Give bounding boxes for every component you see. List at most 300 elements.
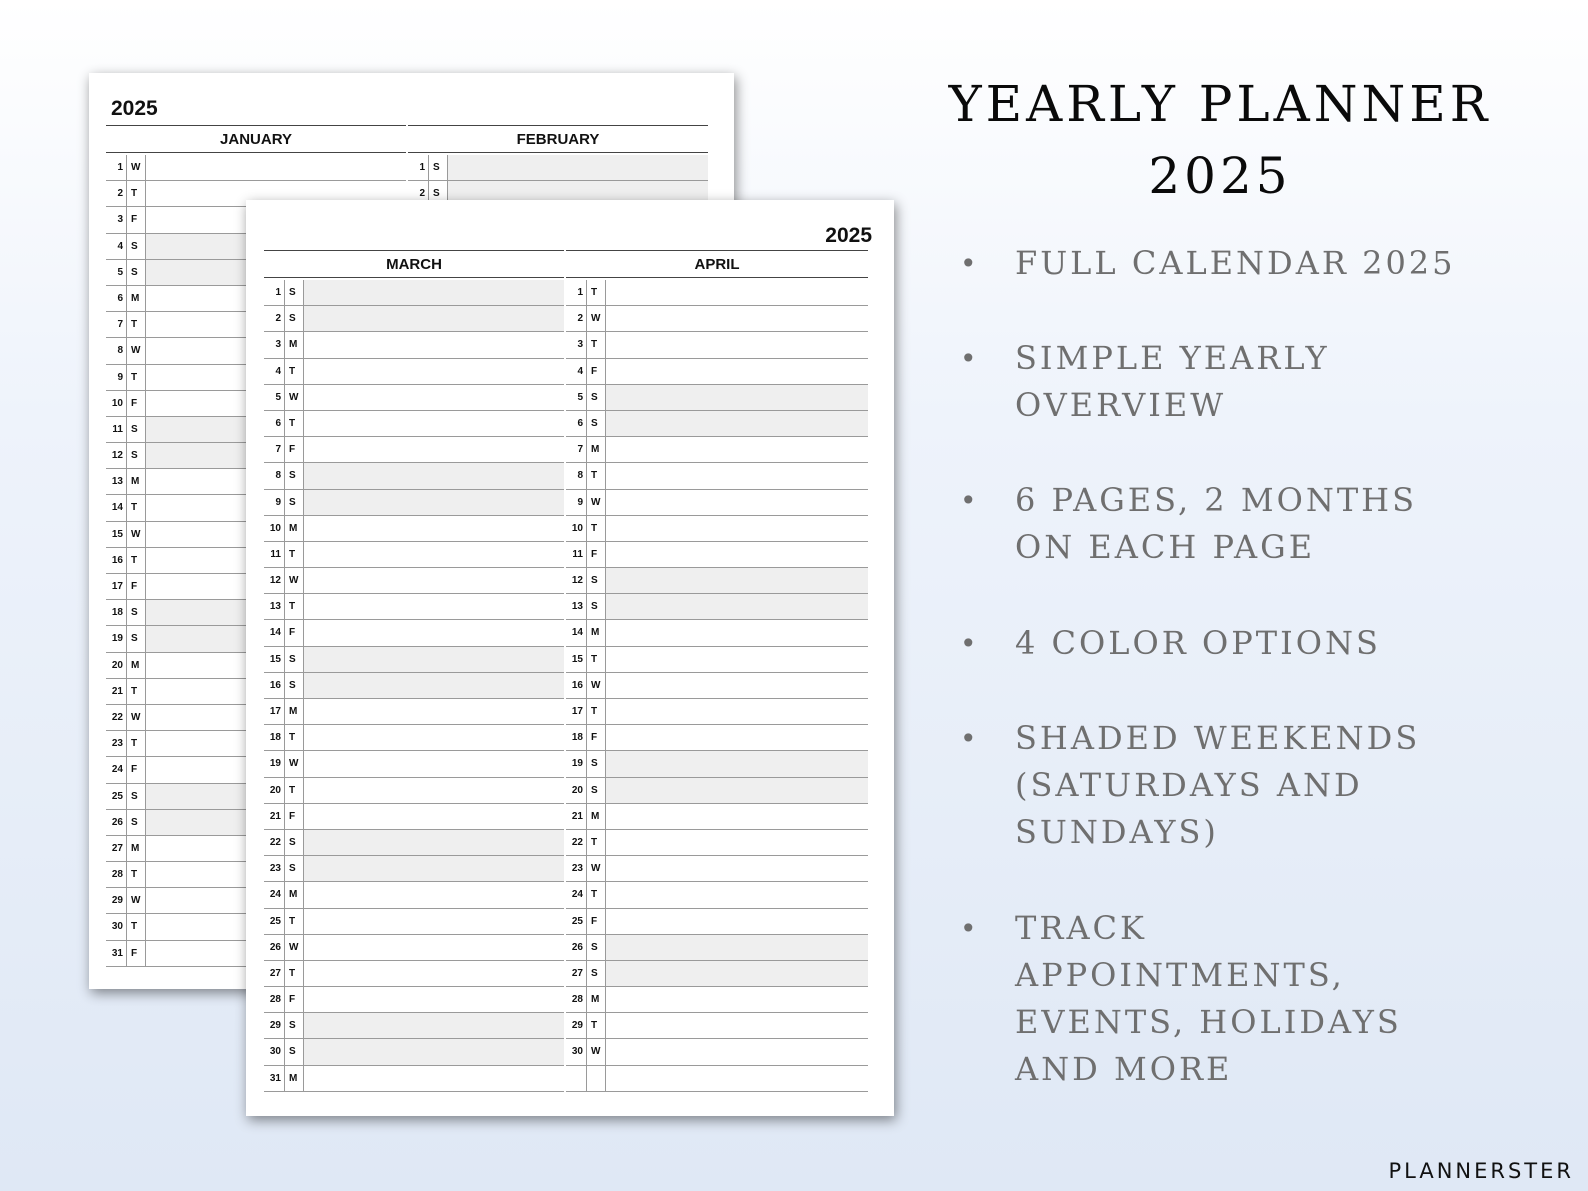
day-of-week: W: [127, 338, 146, 363]
day-of-week: T: [587, 699, 606, 724]
day-row: [264, 542, 564, 568]
day-note-field[interactable]: [304, 306, 564, 331]
day-number: 10: [566, 516, 587, 541]
day-of-week: S: [587, 411, 606, 436]
title-line-2: 2025: [1148, 147, 1292, 205]
day-of-week: S: [285, 463, 304, 488]
day-number: 20: [264, 778, 285, 803]
day-of-week: S: [429, 181, 448, 206]
day-of-week: W: [587, 673, 606, 698]
day-note-field[interactable]: [606, 751, 868, 776]
day-of-week: F: [587, 909, 606, 934]
day-number: 12: [264, 568, 285, 593]
day-of-week: W: [587, 856, 606, 881]
day-row: [264, 882, 564, 908]
day-number: 13: [566, 594, 587, 619]
month-header-march: MARCH: [264, 250, 564, 278]
day-number: 9: [566, 490, 587, 515]
day-number: 17: [566, 699, 587, 724]
day-of-week: S: [285, 280, 304, 305]
day-number: 30: [264, 1039, 285, 1064]
day-note-field[interactable]: [606, 1066, 868, 1091]
day-note-field[interactable]: [304, 856, 564, 881]
day-number: 23: [264, 856, 285, 881]
day-of-week: M: [587, 987, 606, 1012]
day-note-field[interactable]: [304, 909, 564, 934]
day-note-field[interactable]: [146, 155, 406, 180]
bullet-icon: •: [960, 484, 980, 517]
day-of-week: W: [285, 568, 304, 593]
day-of-week: S: [587, 594, 606, 619]
day-number: 17: [264, 699, 285, 724]
day-row: [566, 620, 868, 646]
day-number: 1: [408, 155, 429, 180]
day-note-field[interactable]: [606, 542, 868, 567]
day-number: 29: [106, 888, 127, 913]
day-row: [566, 961, 868, 987]
day-of-week: T: [285, 961, 304, 986]
day-row: [264, 725, 564, 751]
day-number: 1: [264, 280, 285, 305]
feature-item: [960, 905, 1520, 1093]
day-note-field[interactable]: [606, 1039, 868, 1064]
day-of-week: T: [285, 359, 304, 384]
day-of-week: W: [127, 155, 146, 180]
month-header-february: FEBRUARY: [408, 125, 708, 153]
day-number: 31: [264, 1066, 285, 1091]
day-number: 8: [566, 463, 587, 488]
day-of-week: S: [285, 1039, 304, 1064]
day-row: [566, 909, 868, 935]
day-row: [566, 594, 868, 620]
day-of-week: S: [127, 600, 146, 625]
day-of-week: S: [127, 260, 146, 285]
day-number: 10: [106, 391, 127, 416]
day-row: [264, 463, 564, 489]
day-of-week: S: [429, 155, 448, 180]
day-number: [566, 1066, 587, 1091]
day-row: [566, 1039, 868, 1065]
day-number: 7: [264, 437, 285, 462]
day-of-week: T: [127, 862, 146, 887]
day-of-week: M: [285, 332, 304, 357]
day-number: 22: [264, 830, 285, 855]
day-note-field[interactable]: [304, 594, 564, 619]
day-note-field[interactable]: [304, 699, 564, 724]
day-of-week: T: [285, 909, 304, 934]
day-row: [264, 778, 564, 804]
bullet-icon: •: [960, 722, 980, 755]
day-row: [264, 359, 564, 385]
day-row: [566, 1066, 868, 1092]
day-of-week: W: [285, 751, 304, 776]
day-row: [566, 935, 868, 961]
day-row: [566, 647, 868, 673]
planner-page-front: [246, 200, 894, 1116]
feature-text: 4 COLOR OPTIONS: [1015, 624, 1381, 662]
day-row: [566, 1013, 868, 1039]
day-of-week: F: [127, 757, 146, 782]
day-number: 4: [264, 359, 285, 384]
day-note-field[interactable]: [304, 411, 564, 436]
day-row: [566, 385, 868, 411]
day-number: 9: [106, 365, 127, 390]
day-note-field[interactable]: [304, 280, 564, 305]
day-of-week: S: [285, 830, 304, 855]
day-of-week: T: [127, 181, 146, 206]
day-number: 17: [106, 574, 127, 599]
day-note-field[interactable]: [304, 882, 564, 907]
day-number: 2: [408, 181, 429, 206]
day-row: [264, 856, 564, 882]
day-note-field[interactable]: [304, 1013, 564, 1038]
day-of-week: T: [127, 548, 146, 573]
day-note-field[interactable]: [304, 830, 564, 855]
day-note-field[interactable]: [304, 1066, 564, 1091]
day-of-week: T: [587, 1013, 606, 1038]
day-note-field[interactable]: [606, 935, 868, 960]
day-of-week: T: [285, 594, 304, 619]
day-row: [264, 490, 564, 516]
day-row: [264, 751, 564, 777]
day-of-week: T: [587, 332, 606, 357]
day-of-week: W: [587, 490, 606, 515]
day-note-field[interactable]: [606, 411, 868, 436]
day-row: [566, 673, 868, 699]
day-note-field[interactable]: [606, 882, 868, 907]
day-number: 28: [566, 987, 587, 1012]
day-of-week: M: [285, 699, 304, 724]
day-number: 27: [566, 961, 587, 986]
day-of-week: F: [587, 359, 606, 384]
day-of-week: T: [587, 830, 606, 855]
day-note-field[interactable]: [304, 490, 564, 515]
day-number: 24: [106, 757, 127, 782]
day-row: [264, 1066, 564, 1092]
day-row: [408, 155, 708, 181]
day-note-field[interactable]: [606, 987, 868, 1012]
day-row: [264, 935, 564, 961]
day-number: 3: [566, 332, 587, 357]
day-number: 28: [264, 987, 285, 1012]
day-number: 26: [106, 810, 127, 835]
day-row: [264, 647, 564, 673]
day-of-week: T: [587, 516, 606, 541]
day-note-field[interactable]: [606, 699, 868, 724]
day-note-field[interactable]: [606, 594, 868, 619]
day-number: 28: [106, 862, 127, 887]
day-of-week: M: [587, 620, 606, 645]
day-row: [264, 909, 564, 935]
day-of-week: S: [587, 751, 606, 776]
day-of-week: F: [127, 207, 146, 232]
bullet-icon: •: [960, 627, 980, 660]
day-number: 21: [264, 804, 285, 829]
day-number: 24: [264, 882, 285, 907]
day-of-week: T: [285, 778, 304, 803]
day-note-field[interactable]: [304, 751, 564, 776]
day-of-week: S: [127, 626, 146, 651]
feature-item: [960, 335, 1520, 429]
day-number: 4: [566, 359, 587, 384]
day-of-week: F: [127, 391, 146, 416]
day-row: [264, 280, 564, 306]
day-note-field[interactable]: [606, 804, 868, 829]
day-row: [264, 411, 564, 437]
day-note-field[interactable]: [606, 673, 868, 698]
day-of-week: S: [127, 417, 146, 442]
day-of-week: S: [285, 306, 304, 331]
main-title: [920, 68, 1520, 212]
day-number: 3: [106, 207, 127, 232]
day-number: 7: [566, 437, 587, 462]
day-note-field[interactable]: [304, 935, 564, 960]
day-note-field[interactable]: [304, 647, 564, 672]
day-note-field[interactable]: [304, 987, 564, 1012]
day-number: 18: [566, 725, 587, 750]
day-of-week: F: [587, 542, 606, 567]
day-number: 1: [106, 155, 127, 180]
day-row: [566, 699, 868, 725]
day-row: [566, 751, 868, 777]
day-of-week: F: [285, 620, 304, 645]
day-note-field[interactable]: [304, 804, 564, 829]
day-of-week: F: [587, 725, 606, 750]
day-of-week: M: [587, 804, 606, 829]
day-note-field[interactable]: [304, 1039, 564, 1064]
day-of-week: M: [285, 516, 304, 541]
day-of-week: T: [587, 647, 606, 672]
month-header-april: APRIL: [566, 250, 868, 278]
day-note-field[interactable]: [606, 961, 868, 986]
day-row: [264, 1013, 564, 1039]
day-of-week: T: [285, 411, 304, 436]
day-note-field[interactable]: [606, 778, 868, 803]
day-number: 11: [106, 417, 127, 442]
day-note-field[interactable]: [606, 359, 868, 384]
day-number: 30: [566, 1039, 587, 1064]
day-of-week: S: [127, 810, 146, 835]
bullet-icon: •: [960, 247, 980, 280]
day-of-week: S: [285, 856, 304, 881]
day-number: 22: [566, 830, 587, 855]
day-of-week: W: [285, 935, 304, 960]
day-number: 11: [566, 542, 587, 567]
day-of-week: W: [127, 705, 146, 730]
day-row: [264, 673, 564, 699]
day-note-field[interactable]: [606, 516, 868, 541]
bullet-icon: •: [960, 342, 980, 375]
day-of-week: F: [127, 574, 146, 599]
day-number: 26: [264, 935, 285, 960]
day-number: 11: [264, 542, 285, 567]
day-note-field[interactable]: [606, 725, 868, 750]
day-note-field[interactable]: [606, 437, 868, 462]
day-of-week: M: [127, 653, 146, 678]
day-number: 18: [264, 725, 285, 750]
day-of-week: T: [587, 882, 606, 907]
day-row: [264, 804, 564, 830]
day-of-week: F: [285, 987, 304, 1012]
day-number: 3: [264, 332, 285, 357]
day-row: [264, 987, 564, 1013]
day-of-week: M: [127, 836, 146, 861]
feature-text: 6 PAGES, 2 MONTHS ON EACH PAGE: [1015, 481, 1417, 566]
page-year-label: 2025: [111, 97, 158, 120]
day-number: 23: [106, 731, 127, 756]
day-note-field[interactable]: [304, 359, 564, 384]
day-number: 16: [264, 673, 285, 698]
day-note-field[interactable]: [606, 306, 868, 331]
day-row: [566, 359, 868, 385]
day-number: 5: [106, 260, 127, 285]
day-note-field[interactable]: [606, 332, 868, 357]
day-row: [566, 804, 868, 830]
feature-text: TRACK APPOINTMENTS, EVENTS, HOLIDAYS AND MORE: [1015, 909, 1402, 1088]
day-note-field[interactable]: [304, 332, 564, 357]
day-number: 13: [264, 594, 285, 619]
day-number: 19: [264, 751, 285, 776]
day-note-field[interactable]: [448, 155, 708, 180]
day-row: [264, 620, 564, 646]
day-number: 31: [106, 941, 127, 966]
day-number: 5: [566, 385, 587, 410]
day-row: [566, 830, 868, 856]
day-number: 21: [106, 679, 127, 704]
day-of-week: W: [587, 306, 606, 331]
day-number: 25: [566, 909, 587, 934]
day-of-week: M: [127, 286, 146, 311]
day-note-field[interactable]: [606, 647, 868, 672]
day-number: 19: [566, 751, 587, 776]
day-of-week: S: [127, 784, 146, 809]
day-row: [264, 961, 564, 987]
day-note-field[interactable]: [606, 620, 868, 645]
month-column-march: [264, 280, 564, 1092]
day-note-field[interactable]: [304, 463, 564, 488]
day-row: [106, 155, 406, 181]
day-row: [264, 699, 564, 725]
day-number: 22: [106, 705, 127, 730]
day-note-field[interactable]: [304, 516, 564, 541]
day-of-week: S: [285, 490, 304, 515]
day-of-week: F: [285, 437, 304, 462]
day-row: [264, 594, 564, 620]
day-number: 15: [106, 522, 127, 547]
day-row: [264, 568, 564, 594]
day-number: 13: [106, 469, 127, 494]
day-of-week: S: [127, 234, 146, 259]
day-note-field[interactable]: [606, 280, 868, 305]
feature-item: [960, 620, 1520, 667]
day-number: 23: [566, 856, 587, 881]
day-of-week: W: [127, 522, 146, 547]
day-note-field[interactable]: [606, 830, 868, 855]
bullet-icon: •: [960, 912, 980, 945]
day-number: 9: [264, 490, 285, 515]
day-row: [566, 490, 868, 516]
day-number: 26: [566, 935, 587, 960]
day-of-week: T: [127, 495, 146, 520]
day-of-week: S: [587, 778, 606, 803]
day-number: 29: [566, 1013, 587, 1038]
day-of-week: T: [127, 914, 146, 939]
day-of-week: M: [587, 437, 606, 462]
day-of-week: W: [587, 1039, 606, 1064]
day-of-week: T: [127, 365, 146, 390]
month-header-january: JANUARY: [106, 125, 406, 153]
day-note-field[interactable]: [606, 856, 868, 881]
day-row: [264, 385, 564, 411]
day-of-week: T: [285, 542, 304, 567]
day-number: 15: [264, 647, 285, 672]
day-number: 18: [106, 600, 127, 625]
day-number: 12: [566, 568, 587, 593]
day-row: [264, 332, 564, 358]
day-note-field[interactable]: [606, 1013, 868, 1038]
day-of-week: T: [127, 679, 146, 704]
day-number: 16: [106, 548, 127, 573]
day-of-week: M: [285, 1066, 304, 1091]
day-row: [566, 882, 868, 908]
day-note-field[interactable]: [304, 568, 564, 593]
day-note-field[interactable]: [606, 490, 868, 515]
day-of-week: M: [285, 882, 304, 907]
day-of-week: T: [127, 731, 146, 756]
day-number: 25: [264, 909, 285, 934]
day-note-field[interactable]: [606, 385, 868, 410]
day-note-field[interactable]: [606, 463, 868, 488]
feature-item: [960, 240, 1520, 287]
day-of-week: T: [285, 725, 304, 750]
day-row: [566, 778, 868, 804]
day-number: 27: [264, 961, 285, 986]
day-number: 24: [566, 882, 587, 907]
day-number: 6: [566, 411, 587, 436]
day-note-field[interactable]: [606, 909, 868, 934]
day-note-field[interactable]: [304, 620, 564, 645]
day-row: [566, 516, 868, 542]
day-number: 27: [106, 836, 127, 861]
day-number: 6: [106, 286, 127, 311]
day-note-field[interactable]: [606, 568, 868, 593]
day-number: 20: [566, 778, 587, 803]
day-row: [566, 568, 868, 594]
day-row: [264, 1039, 564, 1065]
day-row: [264, 516, 564, 542]
day-note-field[interactable]: [304, 385, 564, 410]
feature-item: [960, 715, 1520, 856]
day-note-field[interactable]: [304, 778, 564, 803]
day-row: [566, 987, 868, 1013]
day-number: 7: [106, 312, 127, 337]
day-number: 2: [264, 306, 285, 331]
day-note-field[interactable]: [304, 673, 564, 698]
day-note-field[interactable]: [304, 437, 564, 462]
day-note-field[interactable]: [304, 542, 564, 567]
day-note-field[interactable]: [304, 961, 564, 986]
day-of-week: S: [587, 385, 606, 410]
day-note-field[interactable]: [304, 725, 564, 750]
day-of-week: T: [587, 280, 606, 305]
day-row: [566, 463, 868, 489]
day-row: [566, 542, 868, 568]
day-number: 14: [566, 620, 587, 645]
day-of-week: S: [285, 1013, 304, 1038]
day-number: 10: [264, 516, 285, 541]
day-of-week: T: [127, 312, 146, 337]
day-row: [264, 437, 564, 463]
